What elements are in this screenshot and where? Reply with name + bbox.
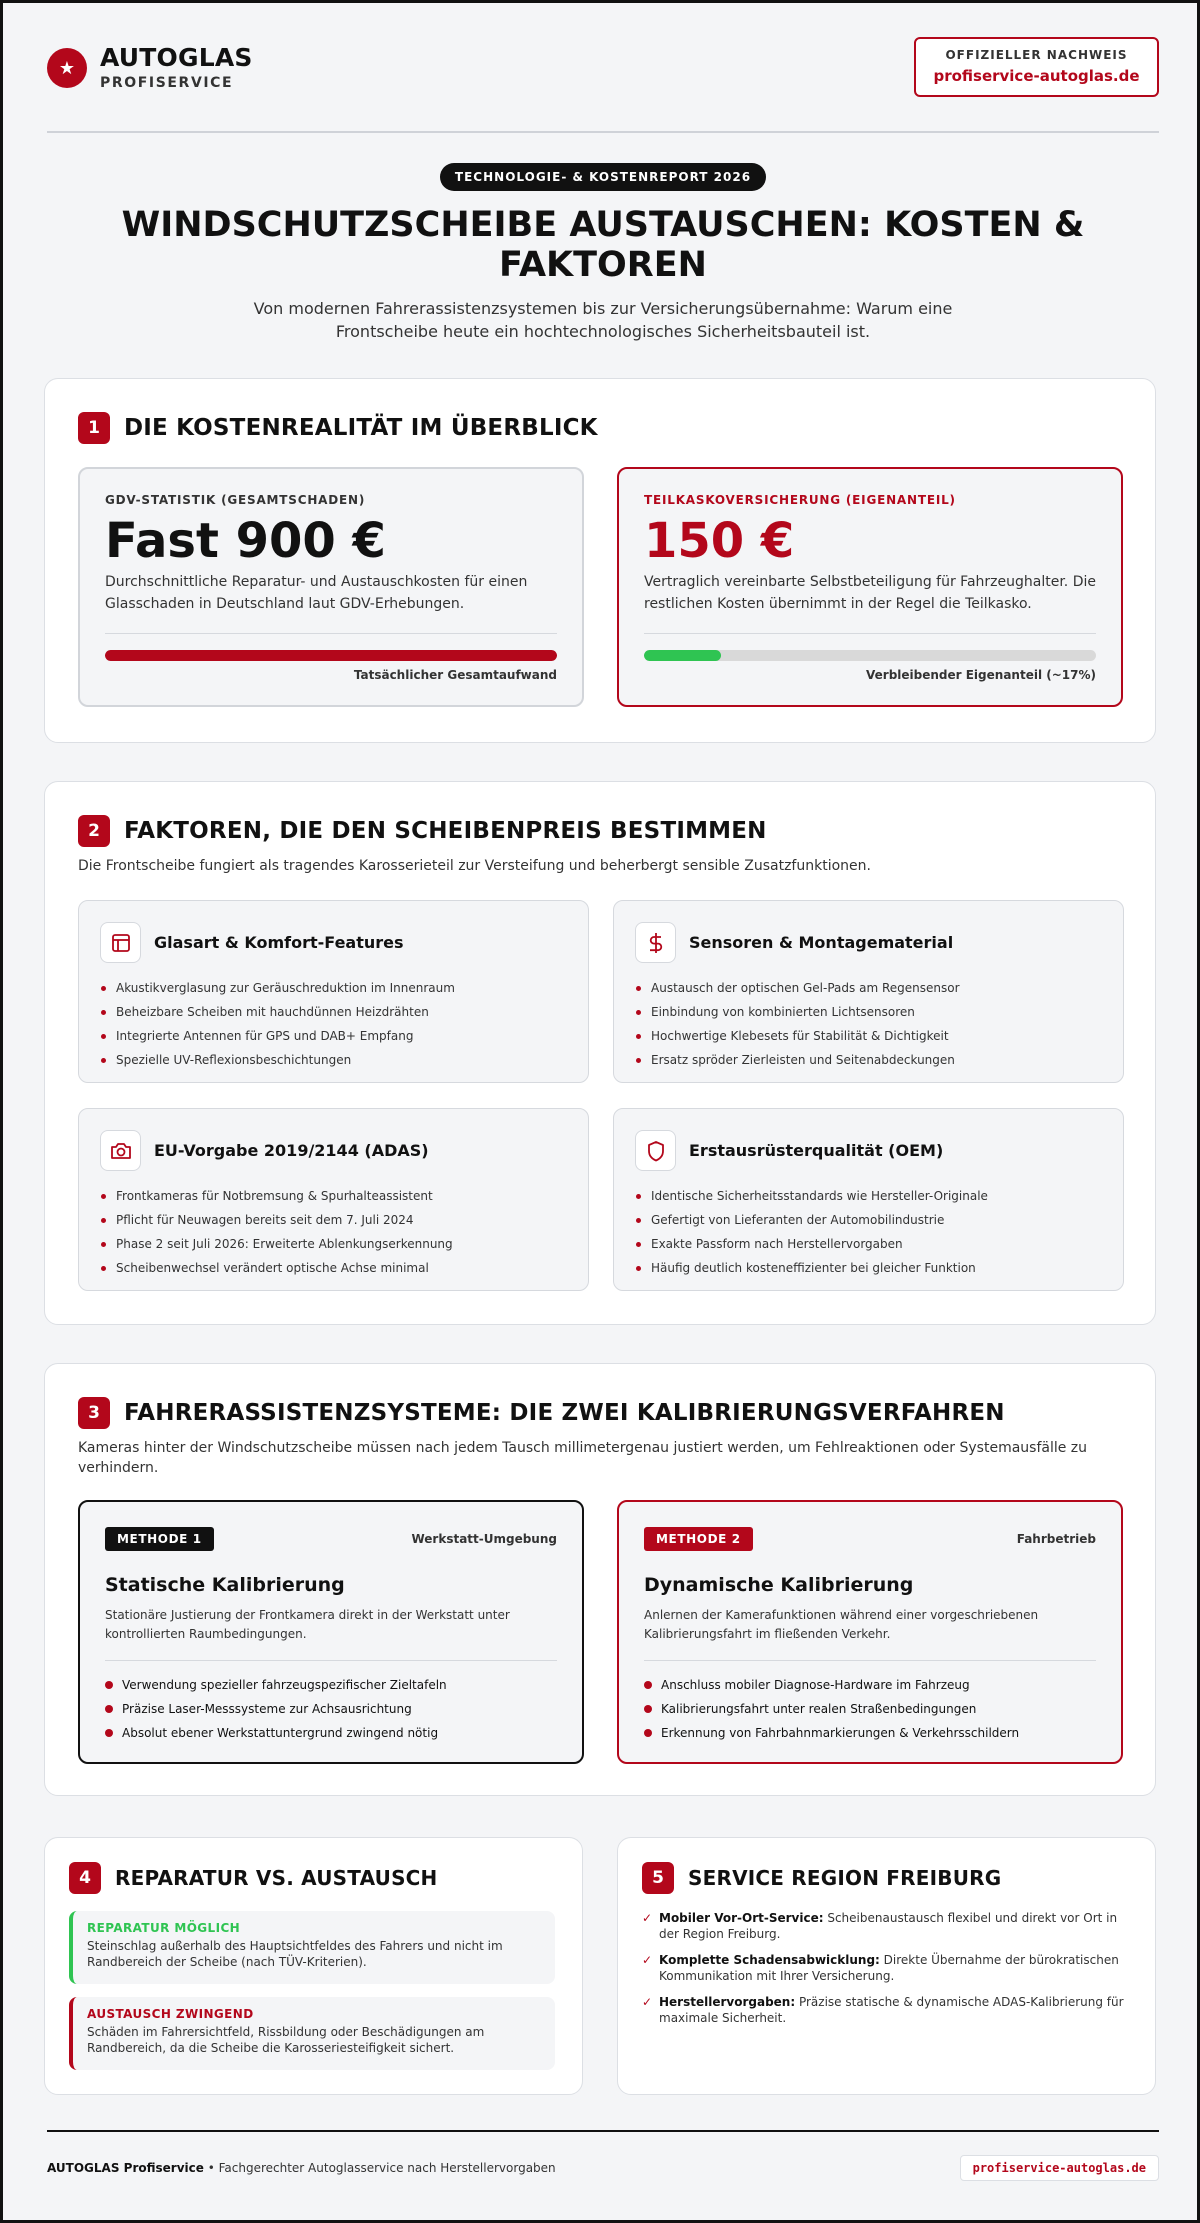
footer-brand: AUTOGLAS Profiservice <box>47 2161 204 2175</box>
section-description: Kameras hinter der Windschutzscheibe müssen nach jedem Tausch millimetergenau justiert werden, um Fehlreaktionen oder Systemausfälle zu verhindern. <box>78 1440 1088 1476</box>
section-cost-overview <box>44 378 1156 743</box>
list-item: Scheibenwechsel verändert optische Achse minimal <box>100 1256 567 1280</box>
star-icon: ★ <box>47 48 87 88</box>
section-price-factors <box>44 781 1156 1325</box>
box-title: AUSTAUSCH ZWINGEND <box>87 2007 254 2021</box>
list-item <box>642 1952 1128 1984</box>
item-heading: Herstellervorgaben: <box>659 1995 796 2009</box>
list-item: Einbindung von kombinierten Lichtsensoren <box>635 1000 1102 1024</box>
stat-card-deductible <box>617 467 1123 707</box>
list-item: Ersatz spröder Zierleisten und Seitenabdeckungen <box>635 1048 1102 1072</box>
section-number: 2 <box>78 815 110 847</box>
section-header <box>78 1397 1005 1429</box>
box-description: Schäden im Fahrersichtfeld, Rissbildung oder Beschädigungen am Randbereich, da die Scheibe die Karosseriesteifigkeit sichert. <box>87 2025 485 2055</box>
list-item: Präzise Laser-Messsysteme zur Achsausrichtung <box>105 1697 557 1721</box>
list-item: Anschluss mobiler Diagnose-Hardware im Fahrzeug <box>644 1673 1096 1697</box>
section-number: 3 <box>78 1397 110 1429</box>
list-item: Integrierte Antennen für GPS und DAB+ Empfang <box>100 1024 567 1048</box>
method-tag: METHODE 2 <box>644 1527 753 1551</box>
list-item: Gefertigt von Lieferanten der Automobilindustrie <box>635 1208 1102 1232</box>
replacement-required-box <box>69 1997 555 2070</box>
footer <box>47 2153 1159 2183</box>
box-title: REPARATUR MÖGLICH <box>87 1921 241 1935</box>
method-title: Dynamische Kalibrierung <box>644 1574 914 1596</box>
list-item: Pflicht für Neuwagen bereits seit dem 7. Juli 2024 <box>100 1208 567 1232</box>
stat-description: Vertraglich vereinbarte Selbstbeteiligung für Fahrzeughalter. Die restlichen Kosten übernimmt in der Regel die Teilkasko. <box>644 574 1096 612</box>
section-header <box>78 412 598 444</box>
camera-icon <box>100 1130 141 1171</box>
stat-card-total <box>78 467 584 707</box>
method-card-dynamic <box>617 1500 1123 1764</box>
stat-value: 150 € <box>644 513 795 569</box>
dollar-icon <box>635 922 676 963</box>
bar-caption: Tatsächlicher Gesamtaufwand <box>353 668 557 682</box>
repair-possible-box <box>69 1911 555 1984</box>
list-item: Exakte Passform nach Herstellervorgaben <box>635 1232 1102 1256</box>
section-repair-vs-replace <box>44 1837 583 2095</box>
method-tag: METHODE 1 <box>105 1527 214 1551</box>
header <box>47 3 1159 133</box>
list-item: Akustikverglasung zur Geräuschreduktion im Innenraum <box>100 976 567 1000</box>
service-list <box>642 1910 1128 2036</box>
footer-url-link[interactable]: profiservice-autoglas.de <box>960 2155 1159 2181</box>
item-text: Präzise statische & dynamische ADAS-Kalibrierung für maximale Sicherheit. <box>659 1995 1124 2025</box>
stat-description: Durchschnittliche Reparatur- und Austauschkosten für einen Glasschaden in Deutschland laut GDV-Erhebungen. <box>105 574 528 612</box>
section-calibration <box>44 1363 1156 1796</box>
factor-title: Sensoren & Montagematerial <box>689 933 954 952</box>
method-description: Stationäre Justierung der Frontkamera direkt in der Werkstatt unter kontrollierten Raumbedingungen. <box>105 1608 510 1641</box>
section-title: REPARATUR VS. AUSTAUSCH <box>115 1866 438 1890</box>
list-item: Beheizbare Scheiben mit hauchdünnen Heizdrähten <box>100 1000 567 1024</box>
section-number: 5 <box>642 1862 674 1894</box>
section-service-region <box>617 1837 1156 2095</box>
footer-tagline: • Fachgerechter Autoglasservice nach Herstellervorgaben <box>203 2161 556 2175</box>
item-heading: Mobiler Vor-Ort-Service: <box>659 1911 824 1925</box>
brand-logo[interactable] <box>47 45 253 90</box>
section-title: SERVICE REGION FREIBURG <box>688 1866 1002 1890</box>
proof-url-link[interactable]: profiservice-autoglas.de <box>933 67 1140 85</box>
box-description: Steinschlag außerhalb des Hauptsichtfeldes des Fahrers und nicht im Randbereich der Scheibe (nach TÜV-Kriterien). <box>87 1939 503 1969</box>
section-title: FAKTOREN, DIE DEN SCHEIBENPREIS BESTIMMEN <box>124 818 767 844</box>
progress-bar-fill <box>105 650 557 661</box>
list-item: Spezielle UV-Reflexionsbeschichtungen <box>100 1048 567 1072</box>
progress-bar <box>105 650 557 661</box>
shield-icon <box>635 1130 676 1171</box>
method-title: Statische Kalibrierung <box>105 1574 345 1596</box>
bar-caption: Verbleibender Eigenanteil (~17%) <box>866 668 1096 682</box>
list-item: Erkennung von Fahrbahnmarkierungen & Verkehrsschildern <box>644 1721 1096 1745</box>
stat-value: Fast 900 € <box>105 513 386 569</box>
brand-subtitle: PROFISERVICE <box>100 74 234 91</box>
section-title: FAHRERASSISTENZSYSTEME: DIE ZWEI KALIBRIERUNGSVERFAHREN <box>124 1400 1005 1426</box>
progress-bar <box>644 650 1096 661</box>
item-text: Scheibenaustausch flexibel und direkt vor Ort in der Region Freiburg. <box>659 1911 1118 1941</box>
method-description: Anlernen der Kamerafunktionen während einer vorgeschriebenen Kalibrierungsfahrt im fließenden Verkehr. <box>644 1608 1039 1641</box>
list-item: Kalibrierungsfahrt unter realen Straßenbedingungen <box>644 1697 1096 1721</box>
section-header <box>69 1862 438 1894</box>
divider <box>105 633 557 634</box>
footer-text <box>47 2161 556 2175</box>
hero <box>47 133 1159 343</box>
section-header <box>78 815 767 847</box>
list-item: Phase 2 seit Juli 2026: Erweiterte Ablenkungserkennung <box>100 1232 567 1256</box>
method-card-static <box>78 1500 584 1764</box>
progress-bar-fill <box>644 650 721 661</box>
factor-title: Erstausrüsterqualität (OEM) <box>689 1141 944 1160</box>
page-frame <box>3 3 1197 2220</box>
page <box>47 3 1159 343</box>
list-item <box>642 1994 1128 2026</box>
factor-card-glass <box>78 900 589 1083</box>
page-title: WINDSCHUTZSCHEIBE AUSTAUSCHEN: KOSTEN & FAKTOREN <box>121 205 1085 285</box>
report-pill: TECHNOLOGIE- & KOSTENREPORT 2026 <box>440 163 766 191</box>
brand-name: AUTOGLAS <box>100 43 253 73</box>
proof-label: OFFIZIELLER NACHWEIS <box>945 48 1128 62</box>
list-item: Austausch der optischen Gel-Pads am Regensensor <box>635 976 1102 1000</box>
factor-title: EU-Vorgabe 2019/2144 (ADAS) <box>154 1141 429 1160</box>
factor-card-oem <box>613 1108 1124 1291</box>
factor-card-sensors <box>613 900 1124 1083</box>
page-subtitle: Von modernen Fahrerassistenzsystemen bis zur Versicherungsübernahme: Warum eine Frontscheibe heute ein hochtechnologisches Sicherheitsbauteil ist. <box>253 299 953 341</box>
divider <box>644 1660 1096 1661</box>
section-number: 1 <box>78 412 110 444</box>
item-heading: Komplette Schadensabwicklung: <box>659 1953 880 1967</box>
section-number: 4 <box>69 1862 101 1894</box>
section-title: DIE KOSTENREALITÄT IM ÜBERBLICK <box>124 415 598 441</box>
method-environment: Werkstatt-Umgebung <box>411 1532 557 1546</box>
list-item: Identische Sicherheitsstandards wie Hersteller-Originale <box>635 1184 1102 1208</box>
list-item: Häufig deutlich kosteneffizienter bei gleicher Funktion <box>635 1256 1102 1280</box>
divider <box>644 633 1096 634</box>
list-item: Verwendung spezieller fahrzeugspezifischer Zieltafeln <box>105 1673 557 1697</box>
item-text: Direkte Übernahme der bürokratischen Kommunikation mit Ihrer Versicherung. <box>659 1953 1119 1983</box>
factor-title: Glasart & Komfort-Features <box>154 933 404 952</box>
divider <box>105 1660 557 1661</box>
section-description: Die Frontscheibe fungiert als tragendes Karosserieteil zur Versteifung und beherbergt sensible Zusatzfunktionen. <box>78 858 871 874</box>
section-header <box>642 1862 1001 1894</box>
method-environment: Fahrbetrieb <box>1016 1532 1096 1546</box>
list-item: Hochwertige Klebesets für Stabilität & Dichtigkeit <box>635 1024 1102 1048</box>
stat-label: TEILKASKOVERSICHERUNG (EIGENANTEIL) <box>644 493 956 507</box>
stat-label: GDV-STATISTIK (GESAMTSCHADEN) <box>105 493 366 507</box>
list-item <box>642 1910 1128 1942</box>
list-item: Frontkameras für Notbremsung & Spurhalteassistent <box>100 1184 567 1208</box>
official-proof-badge[interactable] <box>914 37 1159 97</box>
footer-divider <box>47 2130 1159 2132</box>
factor-card-adas <box>78 1108 589 1291</box>
layout-icon <box>100 922 141 963</box>
list-item: Absolut ebener Werkstattuntergrund zwingend nötig <box>105 1721 557 1745</box>
